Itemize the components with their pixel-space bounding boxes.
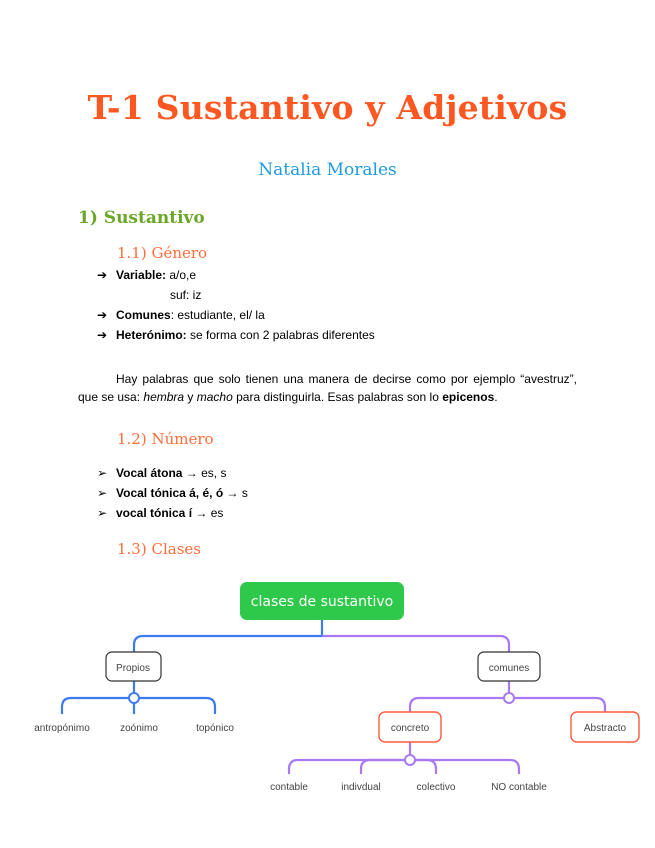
comunes-child-connector	[509, 698, 605, 712]
comunes-junction-dot	[504, 693, 514, 703]
list-item	[170, 288, 201, 302]
list-item	[97, 328, 375, 342]
paragraph-italic: macho	[196, 390, 233, 404]
list-item-text: suf: iz	[170, 288, 202, 302]
concreto-node-label: concreto	[390, 723, 430, 734]
list-item-text: : estudiante, el/ la	[170, 308, 265, 322]
subsection-heading-numero: 1.2) Número	[117, 430, 214, 448]
list-item-bold: Variable:	[116, 268, 167, 282]
list-item	[97, 486, 248, 500]
propios-child-connector	[134, 698, 215, 714]
paragraph-text: Hay palabras que solo tienen una manera de decirse como por ejemplo “avestruz”, que se usa:	[78, 372, 577, 404]
list-item-text: se forma con 2 palabras diferentes	[186, 328, 375, 342]
concreto-junction-dot	[405, 755, 415, 765]
author-name: Natalia Morales	[258, 160, 397, 180]
comunes-connector	[322, 636, 509, 652]
arrow-bullet-icon: ➔	[97, 268, 108, 282]
epicenos-paragraph	[78, 370, 577, 406]
list-item-bold: Vocal tónica á, é, ó	[116, 486, 224, 500]
concreto-child-connector	[289, 760, 410, 774]
list-item-text: → es, s	[182, 466, 227, 480]
concreto-child-label: colectivo	[416, 782, 456, 793]
list-item-text: → es	[192, 506, 224, 520]
list-item-bold: Vocal átona	[116, 466, 183, 480]
abstracto-node-label: Abstracto	[583, 723, 627, 734]
propios-child-label: antropónimo	[34, 723, 90, 734]
comunes-node-label: comunes	[488, 663, 530, 674]
propios-node-label: Propios	[116, 663, 150, 674]
arrow-bullet-icon: ➔	[97, 308, 108, 322]
list-item	[97, 506, 223, 520]
root-node-label: clases de sustantivo	[250, 594, 394, 610]
paragraph-text: .	[494, 390, 498, 404]
comunes-child-connector	[410, 698, 509, 712]
list-item-bold: Heterónimo:	[116, 328, 187, 342]
propios-child-label: topónico	[196, 723, 234, 734]
propios-child-label: zoónimo	[120, 723, 158, 734]
concreto-child-label: contable	[270, 782, 308, 793]
list-item-bold: vocal tónica í	[116, 506, 193, 520]
arrowhead-bullet-icon: ➢	[97, 506, 108, 520]
propios-junction-dot	[129, 693, 139, 703]
subsection-heading-clases: 1.3) Clases	[117, 540, 201, 558]
paragraph-italic: hembra	[143, 390, 185, 404]
concreto-child-connector	[361, 760, 410, 774]
section-heading-sustantivo: 1) Sustantivo	[78, 208, 205, 228]
list-item	[97, 268, 196, 282]
paragraph-text: para distinguirla. Esas palabras son lo	[232, 390, 443, 404]
concreto-child-connector	[410, 760, 519, 774]
list-item	[97, 308, 265, 322]
paragraph-bold: epicenos	[442, 390, 495, 404]
arrow-bullet-icon: ➔	[97, 328, 108, 342]
arrowhead-bullet-icon: ➢	[97, 466, 108, 480]
propios-child-connector	[62, 698, 134, 714]
list-item-text: → s	[223, 486, 248, 500]
list-item	[97, 466, 226, 480]
clases-mind-map	[0, 575, 655, 805]
propios-connector	[134, 636, 322, 652]
arrowhead-bullet-icon: ➢	[97, 486, 108, 500]
list-item-text: a/o,e	[166, 268, 197, 282]
concreto-child-label: NO contable	[491, 782, 547, 793]
subsection-heading-genero: 1.1) Género	[117, 244, 208, 262]
list-item-bold: Comunes	[116, 308, 171, 322]
page-title: T-1 Sustantivo y Adjetivos	[87, 88, 568, 127]
concreto-child-label: indivdual	[341, 782, 381, 793]
paragraph-text: y	[184, 390, 197, 404]
